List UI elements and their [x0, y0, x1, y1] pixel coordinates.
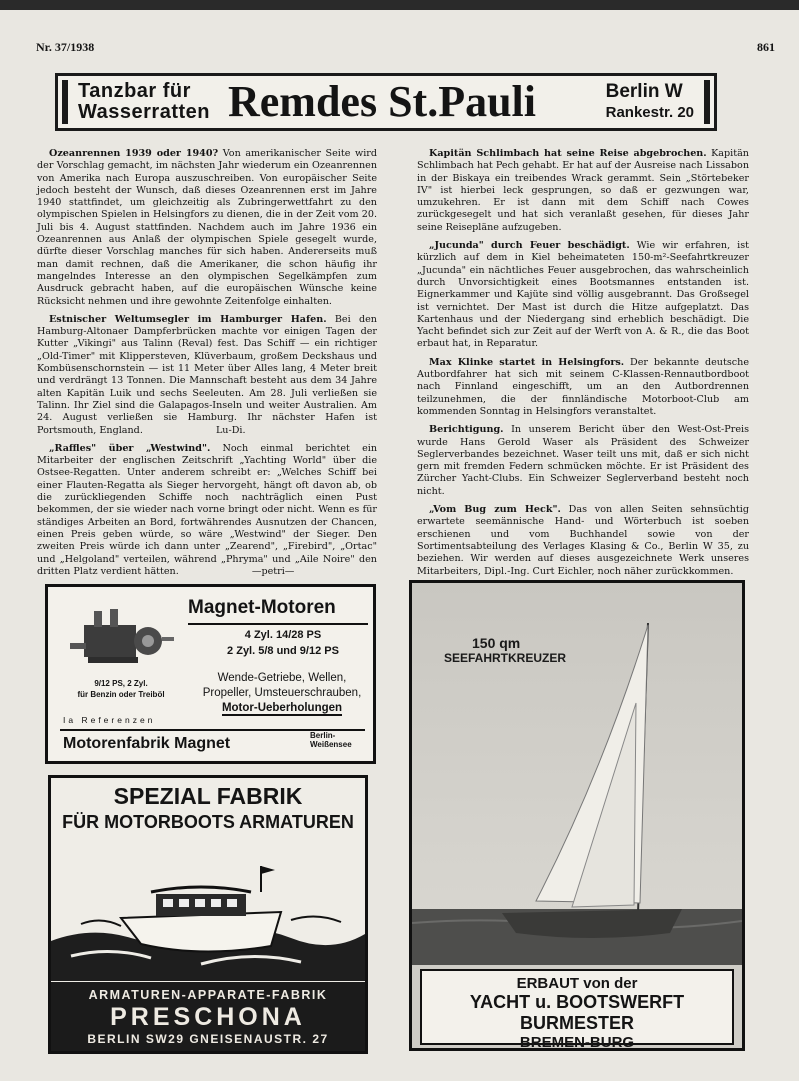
magnet-city	[310, 731, 352, 749]
magnet-city-2: Weißensee	[310, 740, 352, 749]
article-signature: Lu-Di.	[215, 424, 246, 436]
magnet-city-1: Berlin-	[310, 731, 336, 740]
article-head: „Jucunda" durch Feuer beschädigt.	[429, 240, 630, 252]
advert-burmester	[409, 580, 745, 1051]
magnet-service-3: Motor-Ueberholungen	[221, 702, 343, 714]
article	[417, 357, 749, 418]
article	[417, 240, 749, 351]
article-head: Ozeanrennen 1939 oder 1940?	[49, 148, 219, 159]
magnet-spec-1: 4 Zyl. 14/28 PS	[244, 629, 322, 641]
article-head: „Raffles" über „Westwind".	[49, 442, 211, 454]
banner-address	[606, 81, 694, 123]
burmester-type: SEEFAHRTKREUZER	[444, 651, 567, 665]
article	[37, 314, 377, 437]
article-body: Von amerikanischer Seite wird der Vorschlag gemacht, im nächsten Jahr wiederum ein Ozeanrennen von Amerika nach Europa auszuschreiben. Von europäischer Seite jedoch besteht der Wunsch, daß dieses Ozeanrennen erst im Jahre 1940 stattfindet, um gleichzeitig als Zubringerwettfahrt zu den olympischen Spielen in Helsingfors zu dienen, die in der Zeit vom 20. Juli bis 4. August stattfinden. Nachdem auch im Jahre 1936 ein Ozeanrennen aus Anlaß der olympischen Spiele gesegelt wurde, dürfte dieser Vorschlag manches für sich haben. Andererseits muß man damit rechnen, daß die Amerikaner, die schon häufig ihr mangelndes Interesse an den olympischen Segelkämpfen zum Ausdruck gebracht haben, auf die europäischen Wünsche keine Rücksicht nehmen und ihre gewohnte Zeitenfolge einhalten.	[37, 148, 377, 307]
magnet-references: Ia Referenzen	[63, 715, 156, 725]
text-column-left	[37, 148, 377, 584]
article	[37, 148, 377, 308]
article	[37, 443, 377, 578]
motor-caption-2: für Benzin oder Treiböl	[77, 690, 165, 699]
article	[417, 424, 749, 498]
burmester-text-box	[420, 969, 734, 1051]
banner-left-text	[78, 81, 210, 123]
preschona-footer	[51, 982, 365, 1054]
magnet-services	[192, 671, 372, 716]
banner-left-line1: Tanzbar für	[78, 80, 191, 102]
preschona-address: BERLIN SW29 GNEISENAUSTR. 27	[87, 1032, 329, 1046]
burmester-line-2: YACHT u. BOOTSWERFT BURMESTER	[469, 992, 685, 1033]
article-body: Der bekannte deutsche Autbordfahrer hat sich mit seinem C-Klassen-Rennautbordboot nach Finnland eingeschifft, um an den Autbordrennen teilzunehmen, die der finnländische Motorboot-Club am kommenden Sonntag in Helsingfors veranstaltet.	[417, 356, 749, 417]
article	[417, 148, 749, 234]
article-head: Berichtigung.	[429, 424, 504, 436]
magnet-spec-2: 2 Zyl. 5/8 und 9/12 PS	[227, 645, 339, 657]
motorboat-illustration	[51, 846, 365, 981]
text-column-right	[417, 148, 749, 584]
article-head: „Vom Bug zum Heck".	[429, 504, 561, 516]
banner-name: Remdes St.Pauli	[228, 77, 536, 126]
article-head: Max Klinke startet in Helsingfors.	[429, 356, 625, 368]
article-head: Estnischer Weltumsegler im Hamburger Hafen.	[49, 313, 327, 325]
motor-caption-1: 9/12 PS, 2 Zyl.	[94, 679, 148, 688]
article-body: In unserem Bericht über den West-Ost-Preis wurde Hans Gerold Waser als Präsident des Schweizer Seglerverbandes bezeichnet. Waser teilt uns mit, daß er sich nicht gern mit fremden Federn schmücken möchte. Er ist Präsident des Zürcher Yacht-Clubs. Ein Schweizer Seglerverband besteht noch nicht.	[417, 424, 749, 497]
preschona-line-1: ARMATUREN-APPARATE-FABRIK	[88, 988, 328, 1002]
article-signature: —petri—	[251, 565, 295, 577]
preschona-heading-2: FÜR MOTORBOOTS ARMATUREN	[62, 812, 354, 832]
article	[417, 504, 749, 578]
banner-left-line2: Wasserratten	[78, 101, 210, 123]
advert-preschona	[48, 775, 368, 1054]
article-head: Kapitän Schlimbach hat seine Reise abgebrochen.	[429, 148, 707, 159]
motor-illustration	[66, 603, 176, 673]
top-edge	[0, 0, 799, 10]
article-body: Bei den Hamburg-Altonaer Dampferbrücken machte vor einigen Tagen der Kutter „Vikingi" aus Talinn (Reval) fest. Das Schiff — ein richtiger „Old-Timer" mit Klippersteven, Klüverbaum, großem Deckshaus und Kombüsenschornstein — ist 11 Meter über Alles lang, 4 Meter breit und verdrängt 13 Tonnen. Die Mannschaft besteht aus dem 34 Jahre alten Kapitän Luik und sechs Seeleuten. Am 28. Juli verließen sie Talinn. Ihr Ziel sind die Galapagos-Inseln und weiter Australien. Am 24. August verließen sie Hamburg. Ihr nächster Hafen ist Portsmouth, England.	[37, 313, 377, 436]
banner-bar-left	[62, 80, 68, 124]
burmester-line-3: BREMEN-BURG	[519, 1034, 635, 1051]
article-body: Kapitän Schlimbach hat Pech gehabt. Er hat auf der Ausreise nach Lissabon in der Biskaya ein treibendes Wrack gerammt. Sein „Störtebeker IV" ist hierbei leck gesprungen, so daß er gezwungen war, umzukehren. Er ist dann mit dem Schiff nach Cowes zurückgesegelt und hat sich veranlaßt gesehen, für dieses Jahr seine Reisepläne aufzugeben.	[417, 148, 749, 233]
magnet-service-1: Wende-Getriebe, Wellen,	[217, 672, 347, 684]
preschona-heading-1: SPEZIAL FABRIK	[113, 783, 303, 809]
sailboat-photo	[412, 583, 742, 965]
advert-banner-remdes	[55, 73, 717, 131]
article-body: Das von allen Seiten sehnsüchtig erwartete seemännische Hand- und Wörterbuch ist soeben erschienen und vom Buchhandel sowie von der Sortimentsabteilung des Verlages Klasing & Co., Berlin W 35, zu beziehen. Wir werden auf dieses ausgezeichnete Werk unseres Mitarbeiters, Dipl.-Ing. Curt Eichler, noch näher zurückkommen.	[417, 504, 749, 577]
issue-number: Nr. 37/1938	[36, 40, 95, 54]
burmester-size: 150 qm	[472, 635, 521, 651]
article-body: Noch einmal berichtet ein Mitarbeiter der englischen Zeitschrift „Yachting World" über die Ostsee-Regatten. Unter anderem schreibt er: „Welches Schiff bei einer Flauten-Regatta als Sieger hervorgeht, hängt oft davon ab, ob die zurückliegenden Schiffe noch nachträglich einen Pust bekommen, der sie wieder nach vorne bringt oder nicht. Wenn es für ständiges Arbeiten an Bord, fortwährendes Ausnutzen der Chancen, einen Preis geben würde, so wäre „Westwind" der Sieger. Den zweiten Preis würde ich dann unter „Zearend", „Firebird", „Ortac" und „Helgoland" verteilen, während „Phryma" und „Aile Noire" den dritten Platz verdient hätten.	[37, 442, 377, 577]
banner-right-line2: Rankestr. 20	[605, 104, 694, 121]
banner-bar-right	[704, 80, 710, 124]
advert-magnet-motoren	[45, 584, 376, 764]
magnet-service-2: Propeller, Umsteuerschrauben,	[202, 687, 362, 699]
burmester-line-1: ERBAUT von der	[516, 975, 638, 992]
magnet-title: Magnet-Motoren	[188, 597, 336, 618]
banner-right-line1: Berlin W	[605, 81, 683, 102]
magnet-title-rule	[188, 623, 368, 625]
article-body: Wie wir erfahren, ist kürzlich auf dem in Kiel beheimateten 150-m²-Seefahrtkreuzer „Jucunda" ein nächtliches Feuer ausgebrochen, das wahrscheinlich durch Unvorsichtigkeit eines Bootsmannes entstanden ist. Eignerkammer und Kajüte sind völlig ausgebrannt. Das Großsegel ist vernichtet. Der Mast ist durch die Hitze aufgeplatzt. Das Kartenhaus und der Niedergang sind erheblich beschädigt. Die Yacht befindet sich zur Zeit auf der Werft von A. & R., die das Boot erbaut hat, in Reparatur.	[417, 240, 749, 350]
magnet-firm: Motorenfabrik Magnet	[63, 735, 231, 752]
preschona-name: PRESCHONA	[110, 1003, 306, 1031]
page-number: 861	[757, 40, 775, 54]
